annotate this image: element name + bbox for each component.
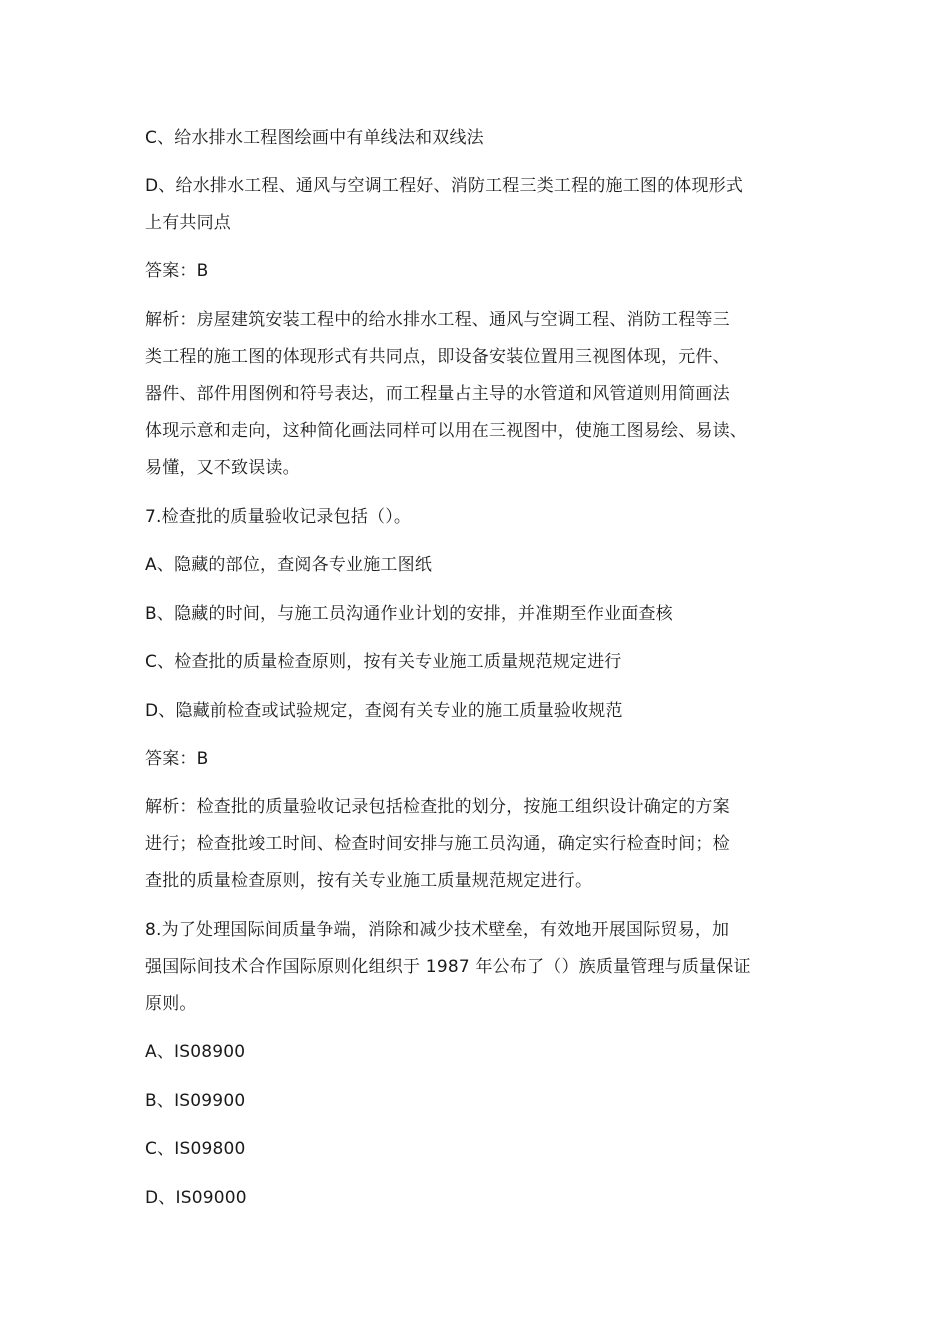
q8-option-b: B、IS09900 [145,1091,246,1111]
q8-option-a: A、IS08900 [145,1042,246,1062]
q8-option-d: D、IS09000 [145,1188,247,1208]
q6-analysis-line2: 类工程的施工图的体现形式有共同点，即设备安装位置用三视图体现，元件、 [145,347,730,367]
q6-analysis-line4: 体现示意和走向，这种简化画法同样可以用在三视图中，使施工图易绘、易读、 [145,421,747,441]
q6-option-d-line2: 上有共同点 [145,213,231,233]
q6-analysis-line5: 易懂，又不致误读。 [145,458,300,478]
q6-analysis-line3: 器件、部件用图例和符号表达，而工程量占主导的水管道和风管道则用简画法 [145,384,730,404]
q7-analysis-line2: 进行；检查批竣工时间、检查时间安排与施工员沟通，确定实行检查时间；检 [145,834,730,854]
q8-option-c: C、IS09800 [145,1139,246,1159]
q8-question-line1: 8.为了处理国际间质量争端，消除和减少技术壁垒，有效地开展国际贸易，加 [145,920,730,940]
q6-option-c: C、给水排水工程图绘画中有单线法和双线法 [145,128,484,148]
q7-option-a: A、隐藏的部位，查阅各专业施工图纸 [145,555,433,575]
q6-analysis-line1: 解析：房屋建筑安装工程中的给水排水工程、通风与空调工程、消防工程等三 [145,310,730,330]
q6-answer: 答案：B [145,261,209,281]
q8-question-line2: 强国际间技术合作国际原则化组织于 1987 年公布了（）族质量管理与质量保证 [145,957,751,977]
q6-option-d-line1: D、给水排水工程、通风与空调工程好、消防工程三类工程的施工图的体现形式 [145,176,744,196]
q8-question-line3: 原则。 [145,994,197,1014]
q7-question: 7.检查批的质量验收记录包括（）。 [145,507,412,527]
q7-option-b: B、隐藏的时间，与施工员沟通作业计划的安排，并准期至作业面查核 [145,604,673,624]
q7-analysis-line1: 解析：检查批的质量验收记录包括检查批的划分，按施工组织设计确定的方案 [145,797,730,817]
q7-analysis-line3: 查批的质量检查原则，按有关专业施工质量规范规定进行。 [145,871,593,891]
q7-option-c: C、检查批的质量检查原则，按有关专业施工质量规范规定进行 [145,652,622,672]
q7-option-d: D、隐藏前检查或试验规定，查阅有关专业的施工质量验收规范 [145,701,623,721]
q7-answer: 答案：B [145,749,209,769]
